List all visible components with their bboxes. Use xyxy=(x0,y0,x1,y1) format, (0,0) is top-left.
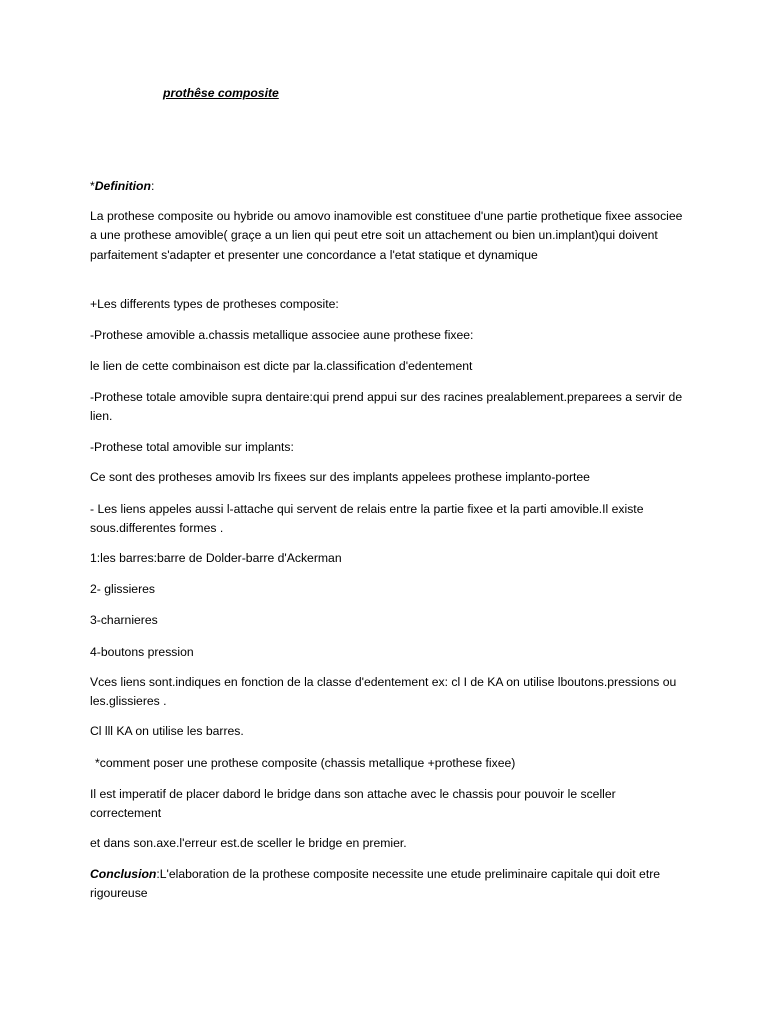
definition-colon: : xyxy=(150,179,155,193)
types-heading: +Les differents types de protheses composite: xyxy=(90,297,339,311)
type-3-detail: Ce sont des protheses amovib lrs fixees sur des implants appelees prothese implanto-portee xyxy=(90,470,590,484)
type-2: -Prothese totale amovible supra dentaire:qui prend appui sur des racines prealablement.preparees a servir de lien. xyxy=(90,390,683,424)
imperatif-paragraph: Il est imperatif de placer dabord le bridge dans son attache avec le chassis pour pouvoir le sceller correctement xyxy=(90,787,616,821)
definition-heading xyxy=(90,177,690,196)
comment-heading: *comment poser une prothese composite (chassis metallique +prothese fixee) xyxy=(95,756,516,770)
type-3: -Prothese total amovible sur implants: xyxy=(90,440,294,454)
list-item-1: 1:les barres:barre de Dolder-barre d'Ackerman xyxy=(90,551,342,565)
list-item-2: 2- glissieres xyxy=(90,582,156,596)
conclusion-paragraph xyxy=(90,865,690,904)
list-item-4: 4-boutons pression xyxy=(90,645,194,659)
axe-paragraph: et dans son.axe.l'erreur est.de sceller le bridge en premier. xyxy=(90,836,407,850)
definition-label: Definition xyxy=(94,179,151,193)
type-1-detail: le lien de cette combinaison est dicte par la.classification d'edentement xyxy=(90,359,473,373)
conclusion-text: :L'elaboration de la prothese composite necessite une etude preliminaire capitale qui doit etre rigoureuse xyxy=(90,867,661,901)
conclusion-label: Conclusion xyxy=(90,867,157,881)
cl3-paragraph: Cl lll KA on utilise les barres. xyxy=(90,724,244,738)
list-item-3: 3-charnieres xyxy=(90,613,158,627)
definition-prefix: * xyxy=(90,179,95,193)
type-1: -Prothese amovible a.chassis metallique associee aune prothese fixee: xyxy=(90,328,474,342)
liens-paragraph: - Les liens appeles aussi l-attache qui servent de relais entre la partie fixee et la parti amovible.Il existe sous.differentes formes . xyxy=(90,502,644,536)
document-title: prothêse composite xyxy=(163,86,279,100)
vces-paragraph: Vces liens sont.indiques en fonction de la classe d'edentement ex: cl I de KA on utilise lboutons.pressions ou les.glissieres . xyxy=(90,675,677,709)
definition-paragraph: La prothese composite ou hybride ou amovo inamovible est constituee d'une partie prothetique fixee associee a une prothese amovible( graçe a un lien qui peut etre soit un attachement ou bien un.implant)qui doivent parfaitement s'adapter et presenter une concordance a l'etat statique et dynamique xyxy=(90,209,683,262)
